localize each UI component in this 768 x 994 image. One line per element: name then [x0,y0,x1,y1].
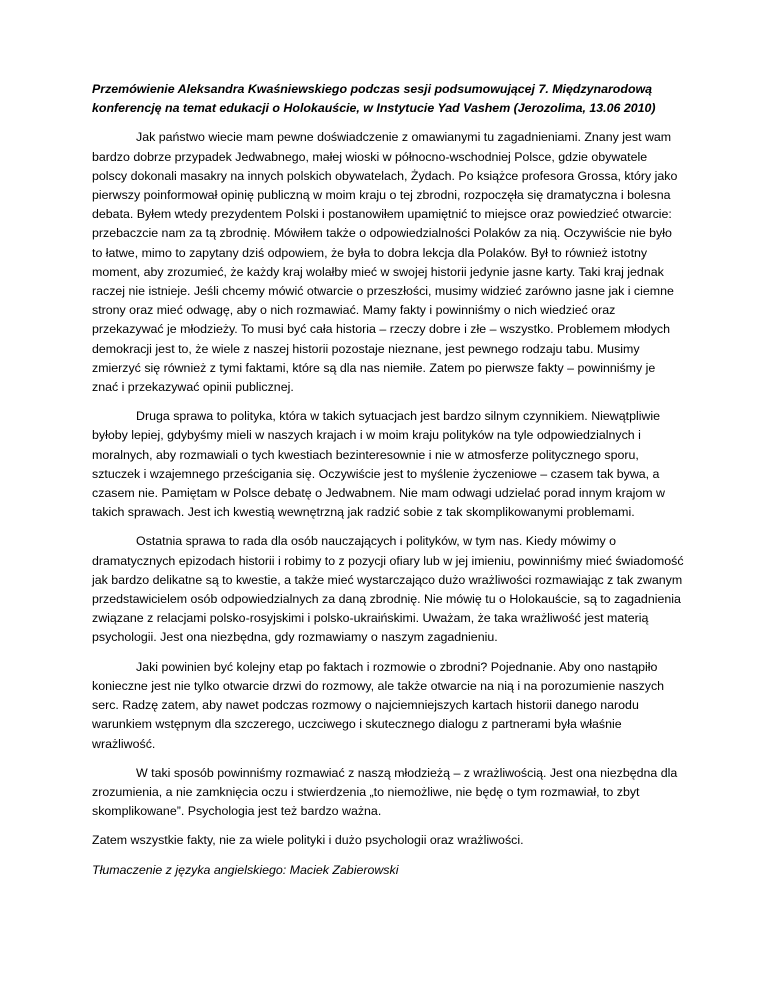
paragraph-4: Jaki powinien być kolejny etap po faktach i rozmowie o zbrodni? Pojednanie. Aby ono nastąpiło konieczne jest nie tylko otwarcie drzwi do rozmowy, ale także otwarcie na nią i na porozumienie naszych serc. Radzę zatem, aby nawet podczas rozmowy o najciemniejszych kartach historii danego narodu warunkiem wstępnym dla szczerego, uczciwego i skutecznego dialogu z partnerami była właśnie wrażliwość. [92,659,665,751]
translator-credit: Tłumaczenie z języka angielskiego: Maciek Zabierowski [92,862,399,877]
paragraph-1: Jak państwo wiecie mam pewne doświadczenie z omawianymi tu zagadnieniami. Znany jest wam bardzo dobrze przypadek Jedwabnego, małej wioski w północno-wschodniej Polsce, gdzie obywatele polscy dokonali masakry na innych polskich obywatelach, Żydach. Po książce profesora Grossa, który jako pierwszy poinformował opinię publiczną w moim kraju o tej zbrodni, rozpoczęła się dramatyczna i bolesna debata. Byłem wtedy prezydentem Polski i postanowiłem upamiętnić to miejsce oraz powiedzieć otwarcie: przebaczcie nam za tą zbrodnię. Mówiłem także o odpowiedzialności Polaków za nią. Oczywiście nie było to łatwe, mimo to zapytany dziś odpowiem, że była to dobra lekcja dla Polaków. Był to również istotny moment, aby zrozumieć, że każdy kraj wolałby mieć w swojej historii jedynie jasne karty. Taki kraj jednak raczej nie istnieje. Jeśli chcemy mówić otwarcie o przeszłości, musimy widzieć zarówno jasne jak i ciemne strony oraz mieć odwagę, aby o nich rozmawiać. Mamy fakty i powinniśmy o nich wiedzieć oraz przekazywać je młodzieży. To musi być cała historia – rzeczy dobre i złe – wszystko. Problemem młodych demokracji jest to, że wiele z naszej historii pozostaje nieznane, jest pewnego rodzaju tabu. Musimy zmierzyć się również z tymi faktami, które są dla nas niemiłe. Zatem po pierwsze fakty – powinniśmy je znać i przekazywać opinii publicznej. [92,130,678,395]
paragraph-5: W taki sposób powinniśmy rozmawiać z naszą młodzieżą – z wrażliwością. Jest ona niezbędna dla zrozumienia, a nie zamknięcia oczu i stwierdzenia „to niemożliwe, nie będę o tym rozmawiał, to zbyt skomplikowane”. Psychologia jest też bardzo ważna. [92,765,678,819]
document-title: Przemówienie Aleksandra Kwaśniewskiego podczas sesji podsumowującej 7. Międzynarodową konferencję na temat edukacji o Holokauście, w Instytucie Yad Vashem (Jerozolima, 13.06 2010) [92,82,656,116]
document-page [92,80,684,880]
paragraph-2: Druga sprawa to polityka, która w takich sytuacjach jest bardzo silnym czynnikiem. Niewątpliwie byłoby lepiej, gdybyśmy mieli w naszych krajach i w moim kraju polityków na tyle odpowiedzialnych i moralnych, aby rozmawiali o tych kwestiach bezinteresownie i nie w atmosferze politycznego sporu, sztuczek i wzajemnego prześcigania się. Oczywiście jest to myślenie życzeniowe – czasem tak bywa, a czasem nie. Pamiętam w Polsce debatę o Jedwabnem. Nie mam odwagi udzielać porad innym krajom w takich sprawach. Jest ich kwestią wewnętrzną jak radzić sobie z tak skomplikowanymi problemami. [92,409,665,520]
closing-paragraph: Zatem wszystkie fakty, nie za wiele polityki i dużo psychologii oraz wrażliwości. [92,833,524,848]
paragraph-3: Ostatnia sprawa to rada dla osób nauczających i polityków, w tym nas. Kiedy mówimy o dramatycznych epizodach historii i robimy to z pozycji ofiary lub w jej imieniu, powinniśmy mieć świadomość jak bardzo delikatne są to kwestie, a także mieć wystarczająco dużo wrażliwości rozmawiając z tak zwanym przedstawicielem osób odpowiedzialnych za daną zbrodnię. Nie mówię tu o Holokauście, są to zagadnienia związane z relacjami polsko-rosyjskimi i polsko-ukraińskimi. Uważam, że taka wrażliwość jest materią psychologii. Jest ona niezbędna, gdy rozmawiamy o naszym zagadnieniu. [92,534,684,645]
